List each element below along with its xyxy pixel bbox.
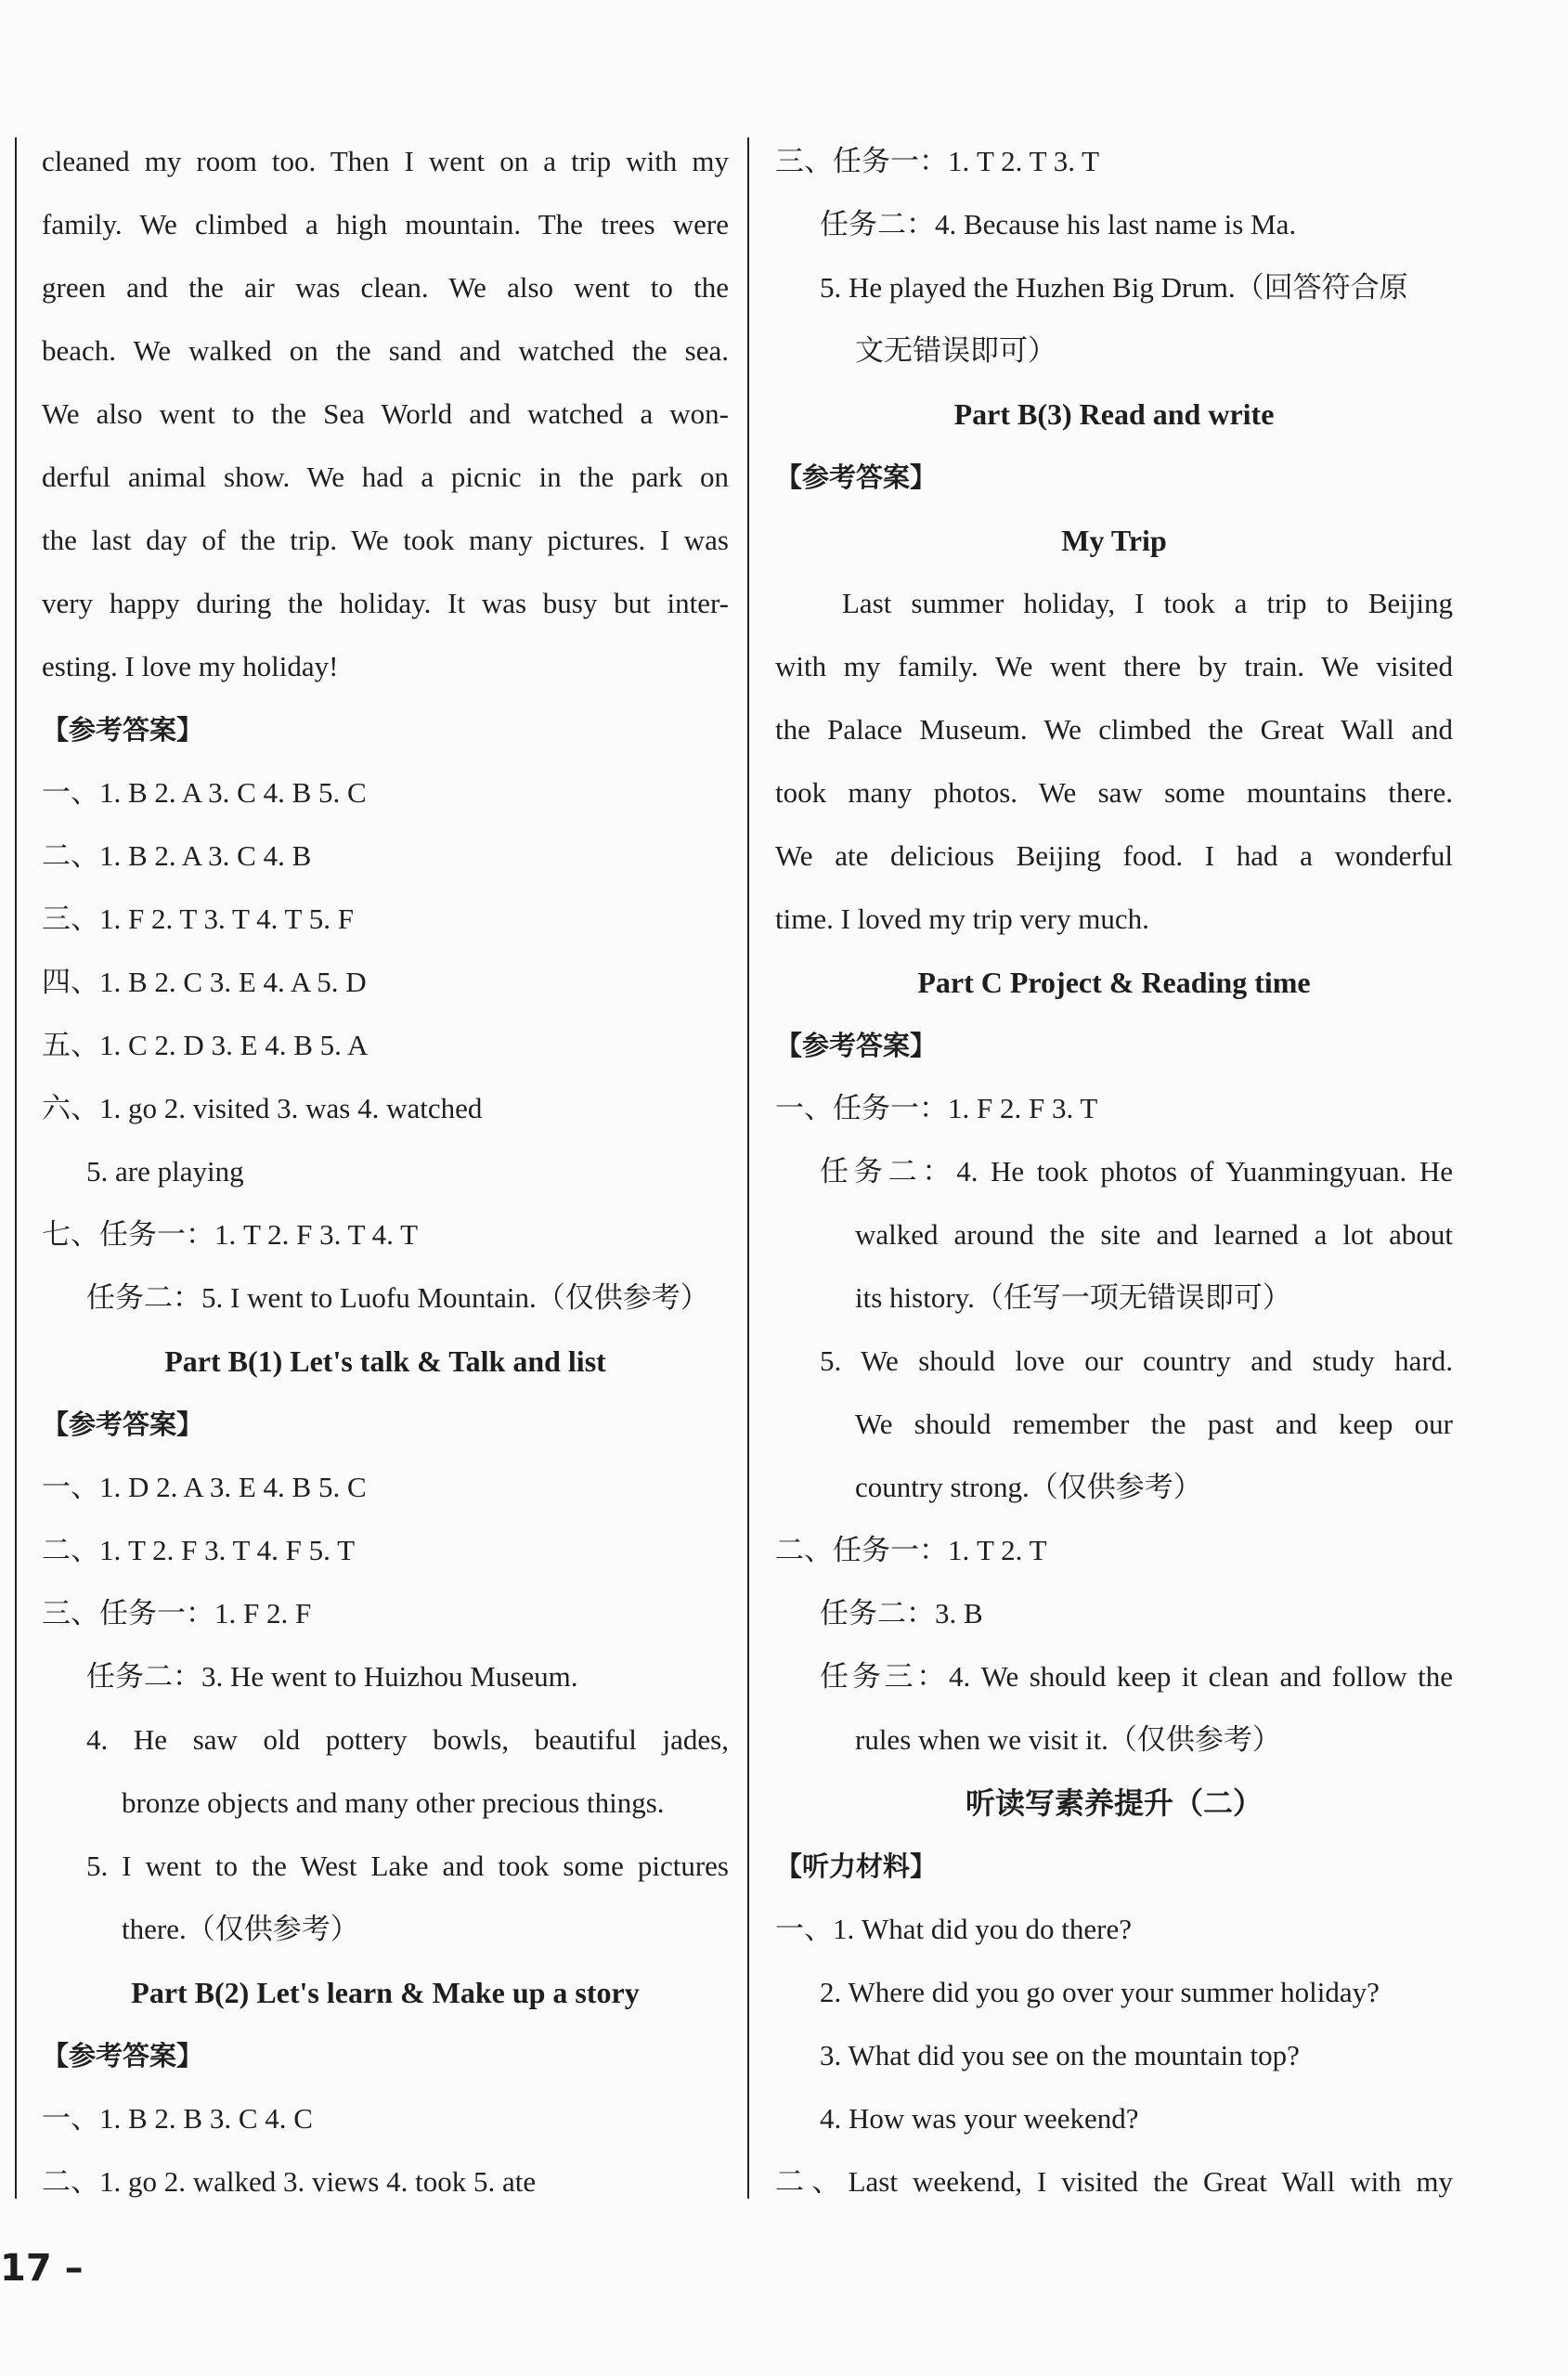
- left-text-line: 5. are playing: [86, 1155, 244, 1188]
- left-text-line: 任务二：3. He went to Huizhou Museum.: [86, 1660, 578, 1693]
- right-text-line: Last summer holiday, I took a trip to Beijing: [842, 587, 1453, 619]
- right-text-line: 任务二：4. He took photos of Yuanmingyuan. He: [820, 1155, 1453, 1188]
- answer-label: 【参考答案】: [775, 461, 938, 493]
- right-text-line: We should remember the past and keep our: [855, 1408, 1453, 1440]
- left-text-line: 六、1. go 2. visited 3. was 4. watched: [42, 1092, 483, 1124]
- left-text-line: 三、任务一：1. F 2. F: [42, 1597, 312, 1629]
- left-text-line: 七、任务一：1. T 2. F 3. T 4. T: [42, 1218, 419, 1251]
- section-heading: 听读写素养提升（二）: [965, 1786, 1263, 1820]
- right-text-line: 任务三：4. We should keep it clean and follow the: [820, 1660, 1453, 1693]
- right-text-line: 5. He played the Huzhen Big Drum.（回答符合原: [820, 271, 1408, 304]
- left-text-line: very happy during the holiday. It was busy but inter-: [42, 587, 729, 619]
- right-text-line: rules when we visit it.（仅供参考）: [855, 1723, 1281, 1756]
- left-text-line: 三、1. F 2. T 3. T 4. T 5. F: [42, 902, 354, 935]
- right-text-line: We ate delicious Beijing food. I had a wonderful: [775, 839, 1453, 872]
- left-text-line: 任务二：5. I went to Luofu Mountain.（仅供参考）: [86, 1281, 709, 1314]
- right-text-line: 2. Where did you go over your summer holiday?: [820, 1976, 1380, 2008]
- right-text-line: walked around the site and learned a lot about: [855, 1218, 1453, 1251]
- right-text-line: country strong.（仅供参考）: [855, 1471, 1202, 1503]
- left-text-line: cleaned my room too. Then I went on a trip with my: [42, 145, 729, 177]
- left-text-line: 二、1. go 2. walked 3. views 4. took 5. ate: [42, 2165, 537, 2198]
- section-heading: My Trip: [1061, 524, 1167, 557]
- right-text-line: 一、1. What did you do there?: [775, 1913, 1132, 1945]
- column-divider-middle: [747, 137, 749, 2199]
- left-text-line: the last day of the trip. We took many pictures. I was: [42, 524, 729, 556]
- answer-label: 【参考答案】: [775, 1030, 938, 1061]
- right-text-line: 3. What did you see on the mountain top?: [820, 2039, 1300, 2071]
- right-text-line: 一、任务一：1. F 2. F 3. T: [775, 1092, 1098, 1124]
- left-text-line: there.（仅供参考）: [122, 1913, 359, 1945]
- left-text-line: 4. He saw old pottery bowls, beautiful jades,: [86, 1723, 729, 1756]
- section-heading: Part B(3) Read and write: [953, 397, 1275, 431]
- left-text-line: We also went to the Sea World and watched a won-: [42, 397, 729, 430]
- section-heading: Part B(2) Let's learn & Make up a story: [131, 1976, 640, 2009]
- page-number: 17 –: [0, 2247, 84, 2290]
- right-text-line: 文无错误即可）: [855, 334, 1056, 367]
- answer-label: 【参考答案】: [42, 714, 204, 746]
- left-text-line: derful animal show. We had a picnic in the park on: [42, 461, 729, 493]
- left-text-line: bronze objects and many other precious things.: [122, 1786, 665, 1819]
- right-text-line: 任务二：3. B: [820, 1597, 983, 1629]
- right-text-line: with my family. We went there by train. We visited: [775, 650, 1453, 682]
- left-text-line: green and the air was clean. We also went to the: [42, 271, 729, 304]
- left-text-line: 一、1. B 2. A 3. C 4. B 5. C: [42, 776, 367, 809]
- right-column: [775, 130, 1453, 2214]
- right-text-line: 任务二：4. Because his last name is Ma.: [820, 208, 1297, 240]
- right-text-line: 二、任务一：1. T 2. T: [775, 1534, 1047, 1566]
- answer-label: 【参考答案】: [42, 1409, 204, 1440]
- answer-label: 【听力材料】: [775, 1850, 938, 1882]
- left-text-line: family. We climbed a high mountain. The trees were: [42, 208, 729, 240]
- left-text-line: 五、1. C 2. D 3. E 4. B 5. A: [42, 1029, 369, 1061]
- column-divider-left: [15, 137, 17, 2199]
- left-text-line: 四、1. B 2. C 3. E 4. A 5. D: [42, 966, 367, 998]
- right-text-line: 4. How was your weekend?: [820, 2102, 1139, 2135]
- right-text-line: the Palace Museum. We climbed the Great Wall and: [775, 713, 1453, 746]
- right-text-line: time. I loved my trip very much.: [775, 902, 1149, 935]
- left-text-line: 二、1. T 2. F 3. T 4. F 5. T: [42, 1534, 356, 1566]
- left-text-line: esting. I love my holiday!: [42, 650, 339, 682]
- left-text-line: beach. We walked on the sand and watched the sea.: [42, 334, 729, 367]
- left-text-line: 5. I went to the West Lake and took some pictures: [86, 1850, 729, 1882]
- section-heading: Part C Project & Reading time: [917, 966, 1311, 999]
- right-text-line: its history.（任写一项无错误即可）: [855, 1281, 1291, 1314]
- right-text-line: 三、任务一：1. T 2. T 3. T: [775, 145, 1100, 177]
- left-column: [42, 130, 729, 2214]
- right-text-line: 5. We should love our country and study hard.: [820, 1344, 1453, 1377]
- answer-label: 【参考答案】: [42, 2040, 204, 2071]
- left-text-line: 二、1. B 2. A 3. C 4. B: [42, 839, 312, 872]
- left-text-line: 一、1. D 2. A 3. E 4. B 5. C: [42, 1471, 367, 1503]
- section-heading: Part B(1) Let's talk & Talk and list: [164, 1344, 606, 1378]
- right-text-line: took many photos. We saw some mountains there.: [775, 776, 1453, 809]
- right-text-line: 二、Last weekend, I visited the Great Wall with my: [775, 2165, 1453, 2198]
- left-text-line: 一、1. B 2. B 3. C 4. C: [42, 2102, 313, 2135]
